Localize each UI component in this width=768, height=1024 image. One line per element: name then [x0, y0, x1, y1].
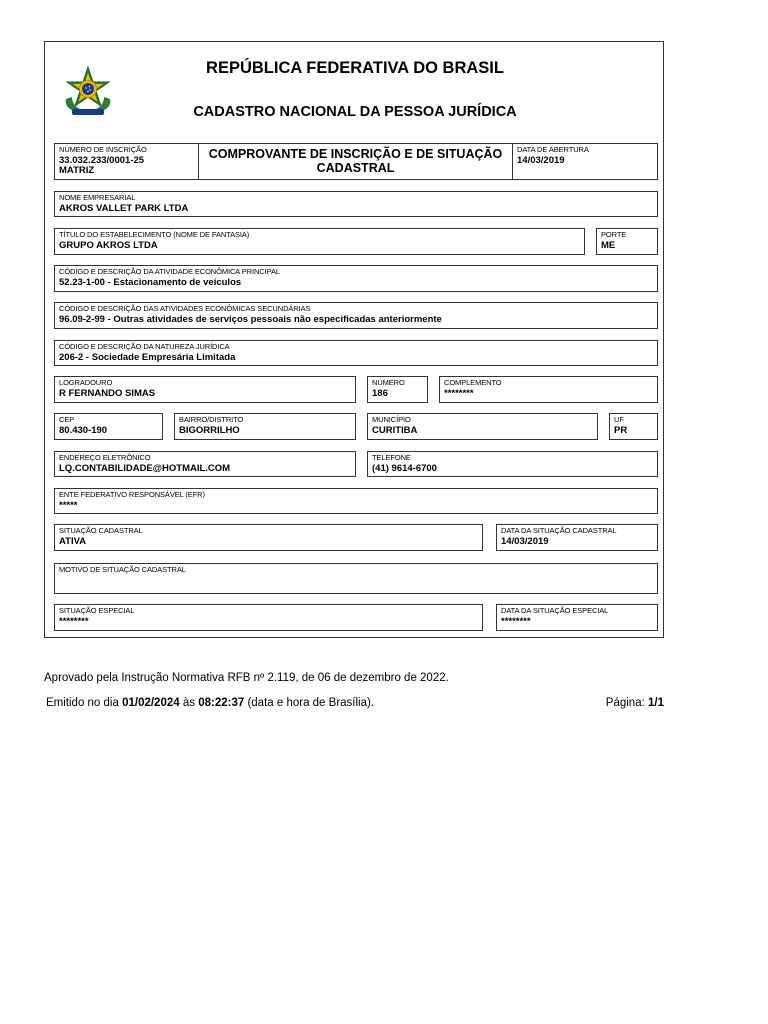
- email-field: [54, 451, 356, 477]
- natureza-juridica-value: 206-2 - Sociedade Empresária Limitada: [59, 352, 236, 363]
- situacao-especial-field: [54, 604, 483, 631]
- uf-value: PR: [614, 425, 628, 436]
- data-abertura-field: [512, 143, 658, 180]
- natureza-juridica-field: [54, 340, 658, 366]
- uf-field: [609, 413, 658, 440]
- data-situacao-cadastral-value: 14/03/2019: [501, 536, 549, 547]
- data-situacao-cadastral-field: [496, 524, 658, 551]
- logradouro-label: LOGRADOURO: [59, 378, 113, 387]
- municipio-label: MUNICÍPIO: [372, 415, 411, 424]
- efr-field: [54, 488, 658, 514]
- email-label: ENDEREÇO ELETRÔNICO: [59, 453, 151, 462]
- inscricao-type: MATRIZ: [59, 165, 95, 176]
- email-value: LQ.CONTABILIDADE@HOTMAIL.COM: [59, 463, 231, 474]
- situacao-especial-label: SITUAÇÃO ESPECIAL: [59, 606, 135, 615]
- data-abertura-value: 14/03/2019: [517, 155, 565, 166]
- comprovante-title-line1: COMPROVANTE DE INSCRIÇÃO E DE SITUAÇÃO: [208, 147, 503, 161]
- telefone-label: TELEFONE: [372, 453, 411, 462]
- issued-date: 01/02/2024: [122, 697, 180, 709]
- page-label: Página:: [605, 697, 645, 709]
- data-situacao-especial-value: ********: [501, 616, 531, 627]
- porte-label: PORTE: [601, 230, 627, 239]
- bairro-label: BAIRRO/DISTRITO: [179, 415, 244, 424]
- situacao-cadastral-value: ATIVA: [59, 536, 87, 547]
- motivo-situacao-field: [54, 563, 658, 594]
- uf-label: UF: [614, 415, 624, 424]
- complemento-value: ********: [444, 388, 474, 399]
- issued-time: 08:22:37: [198, 697, 245, 709]
- page-title: REPÚBLICA FEDERATIVA DO BRASIL: [206, 59, 504, 77]
- issued-suffix: (data e hora de Brasília).: [247, 697, 375, 709]
- page-value: 1/1: [648, 697, 664, 709]
- bairro-field: [174, 413, 356, 440]
- situacao-especial-value: ********: [59, 616, 89, 627]
- logradouro-value: R FERNANDO SIMAS: [59, 388, 156, 399]
- nome-empresarial-field: [54, 191, 658, 217]
- situacao-cadastral-field: [54, 524, 483, 551]
- complemento-field: [439, 376, 658, 403]
- atividade-principal-value: 52.23-1-00 - Estacionamento de veículos: [59, 277, 242, 288]
- issued-note: [46, 697, 374, 709]
- data-situacao-especial-field: [496, 604, 658, 631]
- porte-field: [596, 228, 658, 255]
- atividades-secundarias-label: CÓDIGO E DESCRIÇÃO DAS ATIVIDADES ECONÔMICAS SECUNDÁRIAS: [59, 304, 311, 313]
- bairro-value: BIGORRILHO: [179, 425, 240, 436]
- municipio-value: CURITIBA: [372, 425, 418, 436]
- nome-empresarial-label: NOME EMPRESARIAL: [59, 193, 136, 202]
- nome-fantasia-field: [54, 228, 585, 255]
- complemento-label: COMPLEMENTO: [444, 378, 502, 387]
- logradouro-field: [54, 376, 356, 403]
- data-situacao-cadastral-label: DATA DA SITUAÇÃO CADASTRAL: [501, 526, 617, 535]
- inscricao-field: [54, 143, 199, 180]
- comprovante-title-box: [198, 143, 513, 180]
- data-situacao-especial-label: DATA DA SITUAÇÃO ESPECIAL: [501, 606, 609, 615]
- nome-fantasia-label: TÍTULO DO ESTABELECIMENTO (NOME DE FANTASIA): [59, 230, 250, 239]
- municipio-field: [367, 413, 598, 440]
- approval-note: [44, 672, 449, 684]
- numero-value: 186: [372, 388, 388, 399]
- cep-field: [54, 413, 163, 440]
- atividades-secundarias-field: [54, 302, 658, 329]
- atividade-principal-label: CÓDIGO E DESCRIÇÃO DA ATIVIDADE ECONÔMICA PRINCIPAL: [59, 267, 280, 276]
- porte-value: ME: [601, 240, 616, 251]
- inscricao-number: 33.032.233/0001-25: [59, 155, 145, 166]
- telefone-field: [367, 451, 658, 477]
- page-subtitle: CADASTRO NACIONAL DA PESSOA JURÍDICA: [193, 104, 517, 120]
- cep-value: 80.430-190: [59, 425, 108, 436]
- numero-label: NÚMERO: [372, 378, 405, 387]
- telefone-value: (41) 9614-6700: [372, 463, 437, 474]
- atividade-principal-field: [54, 265, 658, 292]
- brazil-coat-of-arms-icon: [60, 65, 116, 117]
- cep-label: CEP: [59, 415, 75, 424]
- data-abertura-label: DATA DE ABERTURA: [517, 145, 589, 154]
- comprovante-title-line2: CADASTRAL: [316, 161, 395, 175]
- page-number: [606, 697, 664, 709]
- efr-label: ENTE FEDERATIVO RESPONSÁVEL (EFR): [59, 490, 205, 499]
- motivo-situacao-label: MOTIVO DE SITUAÇÃO CADASTRAL: [59, 565, 186, 574]
- efr-value: *****: [59, 500, 78, 511]
- nome-empresarial-value: AKROS VALLET PARK LTDA: [59, 203, 189, 214]
- issued-as: às: [182, 697, 195, 709]
- atividades-secundarias-value: 96.09-2-99 - Outras atividades de serviços pessoais não especificadas anteriormente: [59, 314, 442, 325]
- situacao-cadastral-label: SITUAÇÃO CADASTRAL: [59, 526, 143, 535]
- issued-prefix: Emitido no dia: [46, 697, 119, 709]
- numero-field: [367, 376, 428, 403]
- inscricao-label: NÚMERO DE INSCRIÇÃO: [59, 145, 147, 154]
- nome-fantasia-value: GRUPO AKROS LTDA: [59, 240, 158, 251]
- natureza-juridica-label: CÓDIGO E DESCRIÇÃO DA NATUREZA JURÍDICA: [59, 342, 230, 351]
- approval-text: Aprovado pela Instrução Normativa RFB nº 2.119, de 06 de dezembro de 2022.: [44, 672, 449, 684]
